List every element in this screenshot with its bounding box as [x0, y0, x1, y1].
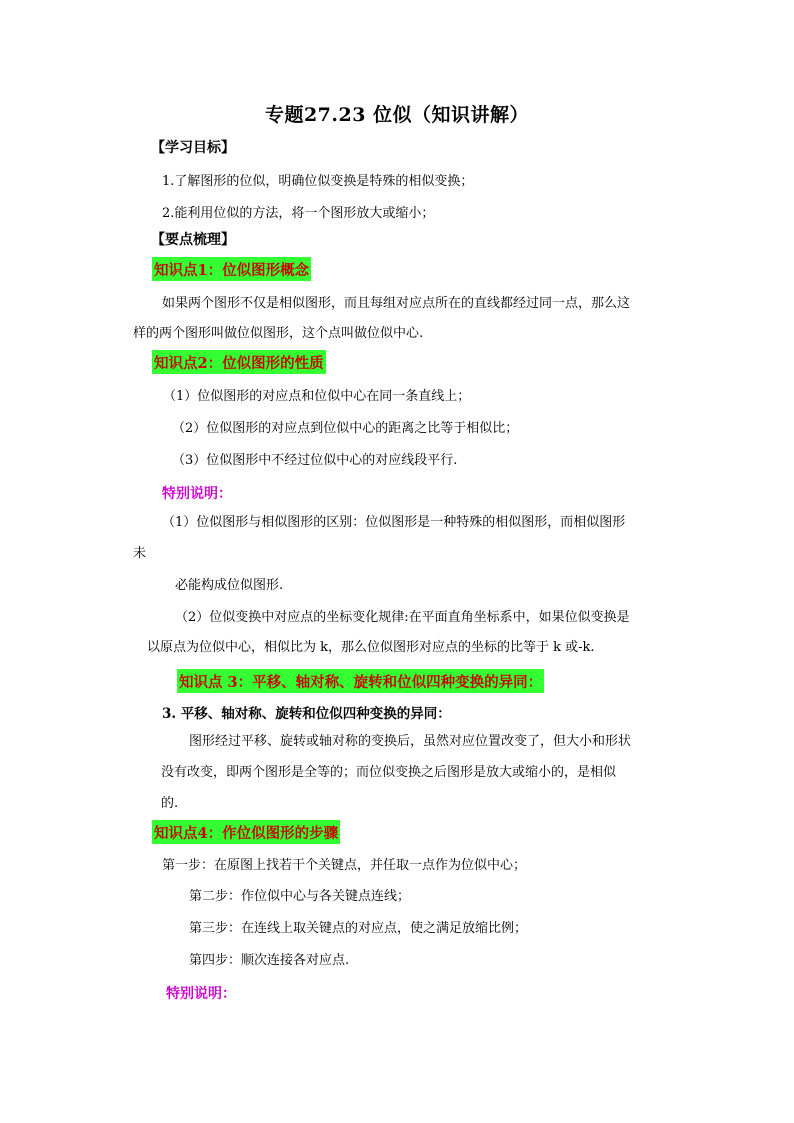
kp3-line-1: 图形经过平移、旋转或轴对称的变换后，虽然对应位置改变了，但大小和形状 [189, 734, 632, 749]
kp4-step-3: 第三步：在连线上取关键点的对应点，使之满足放缩比例； [189, 921, 528, 936]
note1-line-3: 必能构成位似图形. [175, 578, 284, 593]
kp4-heading: 知识点4：作位似图形的步骤 [152, 820, 340, 844]
kp3-line-2: 没有改变，即两个图形是全等的；而位似变换之后图形是放大或缩小的，是相似 [161, 765, 617, 780]
kp2-item-3: （3）位似图形中不经过位似中心的对应线段平行. [172, 453, 458, 468]
kp2-item-1: （1）位似图形的对应点和位似中心在同一条直线上； [163, 389, 471, 404]
note2-heading: 特别说明： [166, 986, 236, 1002]
note1-line-2: 未 [133, 546, 147, 561]
learning-goal-1: 1.了解图形的位似，明确位似变换是特殊的相似变换； [162, 174, 474, 189]
page-title: 专题27.23 位似（知识讲解） [264, 104, 530, 126]
key-points-heading: 【要点梳理】 [151, 232, 235, 248]
kp3-subheading: 3. 平移、轴对称、旋转和位似四种变换的异同： [162, 706, 451, 722]
kp3-line-3: 的. [161, 796, 179, 811]
learning-goal-2: 2.能利用位似的方法，将一个图形放大或缩小； [162, 206, 435, 221]
kp1-heading: 知识点1：位似图形概念 [152, 257, 311, 281]
kp1-line-1: 如果两个图形不仅是相似图形，而且每组对应点所在的直线都经过同一点，那么这 [162, 296, 631, 311]
kp4-step-1: 第一步：在原图上找若干个关键点，并任取一点作为位似中心； [162, 858, 527, 873]
kp4-step-2: 第二步：作位似中心与各关键点连线； [189, 889, 411, 904]
note1-line-5: 以原点为位似中心，相似比为 k，那么位似图形对应点的坐标的比等于 k 或-k. [147, 640, 595, 655]
note1-line-1: （1）位似图形与相似图形的区别：位似图形是一种特殊的相似图形，而相似图形 [162, 515, 626, 530]
kp2-item-2: （2）位似图形的对应点到位似中心的距离之比等于相似比； [172, 421, 519, 436]
kp1-line-2: 样的两个图形叫做位似图形，这个点叫做位似中心. [133, 326, 424, 341]
kp2-heading: 知识点2：位似图形的性质 [152, 350, 326, 374]
learning-goals-heading: 【学习目标】 [151, 140, 235, 156]
note1-heading: 特别说明： [162, 486, 232, 502]
kp3-heading: 知识点 3：平移、轴对称、旋转和位似四种变换的异同： [177, 669, 544, 693]
kp4-step-4: 第四步：顺次连接各对应点. [189, 953, 350, 968]
note1-line-4: （2）位似变换中对应点的坐标变化规律:在平面直角坐标系中，如果位似变换是 [175, 610, 630, 625]
